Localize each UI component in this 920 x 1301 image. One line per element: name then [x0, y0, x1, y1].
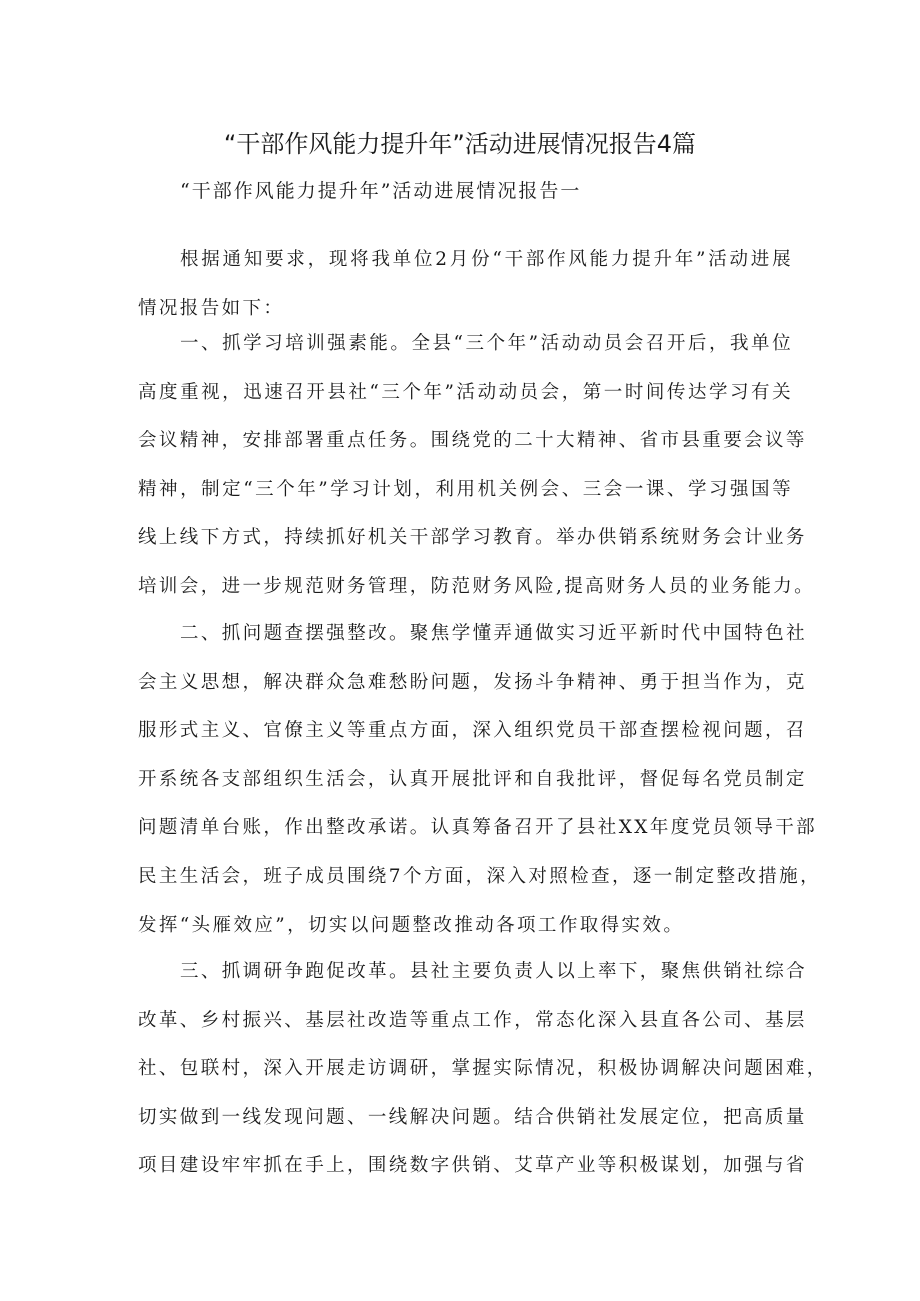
paragraph-line: 项目建设牢牢抓在手上，围绕数字供销、艾草产业等积极谋划，加强与省	[138, 1155, 807, 1177]
paragraph-line: 根据通知要求，现将我单位2月份“干部作风能力提升年”活动进展	[180, 249, 793, 270]
paragraph-line: 开系统各支部组织生活会，认真开展批评和自我批评，督促每名党员制定	[138, 768, 807, 790]
paragraph-section-2	[138, 610, 821, 950]
paragraph-line: 精神，制定“三个年”学习计划，利用机关例会、三会一课、学习强国等	[138, 478, 793, 500]
paragraph-line: 会主义思想，解决群众急难愁盼问题，发扬斗争精神、勇于担当作为，克	[138, 671, 807, 693]
paragraph-line: 社、包联村，深入开展走访调研，掌握实际情况，积极协调解决问题困难，	[138, 1058, 828, 1080]
paragraph-line: 改革、乡村振兴、基层社改造等重点工作，常态化深入县直各公司、基层	[138, 1009, 807, 1031]
paragraph-line: 三、抓调研争跑促改革。县社主要负责人以上率下，聚焦供销社综合	[180, 961, 808, 982]
paragraph-line: 二、抓问题查摆强整改。聚焦学懂弄通做实习近平新时代中国特色社	[180, 623, 808, 644]
paragraph-line: 线上线下方式，持续抓好机关干部学习教育。举办供销系统财务会计业务	[138, 527, 807, 549]
paragraph-section-1	[138, 320, 816, 612]
paragraph-line: 会议精神，安排部署重点任务。围绕党的二十大精神、省市县重要会议等	[138, 430, 807, 452]
paragraph-line: 一、抓学习培训强素能。全县“三个年”活动动员会召开后，我单位	[180, 333, 793, 354]
paragraph-line: 高度重视，迅速召开县社“三个年”活动动员会，第一时间传达学习有关	[138, 381, 793, 403]
document-title: “干部作风能力提升年”活动进展情况报告4篇	[223, 130, 697, 158]
report-subtitle: “干部作风能力提升年”活动进展情况报告一	[180, 180, 582, 202]
paragraph-line: 切实做到一线发现问题、一线解决问题。结合供销社发展定位，把高质量	[138, 1106, 807, 1128]
paragraph-line: 民主生活会，班子成员围绕7个方面，深入对照检查，逐一制定整改措施，	[138, 865, 821, 887]
paragraph-line: 服形式主义、官僚主义等重点方面，深入组织党员干部查摆检视问题，召	[138, 720, 807, 742]
paragraph-line: 情况报告如下：	[138, 297, 285, 319]
paragraph-line: 发挥“头雁效应”，切实以问题整改推动各项工作取得实效。	[138, 914, 685, 936]
paragraph-intro	[138, 236, 793, 333]
paragraph-line: 问题清单台账，作出整改承诺。认真筹备召开了县社XX年度党员领导干部	[138, 817, 818, 839]
paragraph-line: 培训会，进一步规范财务管理，防范财务风险,提高财务人员的业务能力。	[138, 575, 816, 597]
paragraph-section-3	[138, 948, 828, 1191]
